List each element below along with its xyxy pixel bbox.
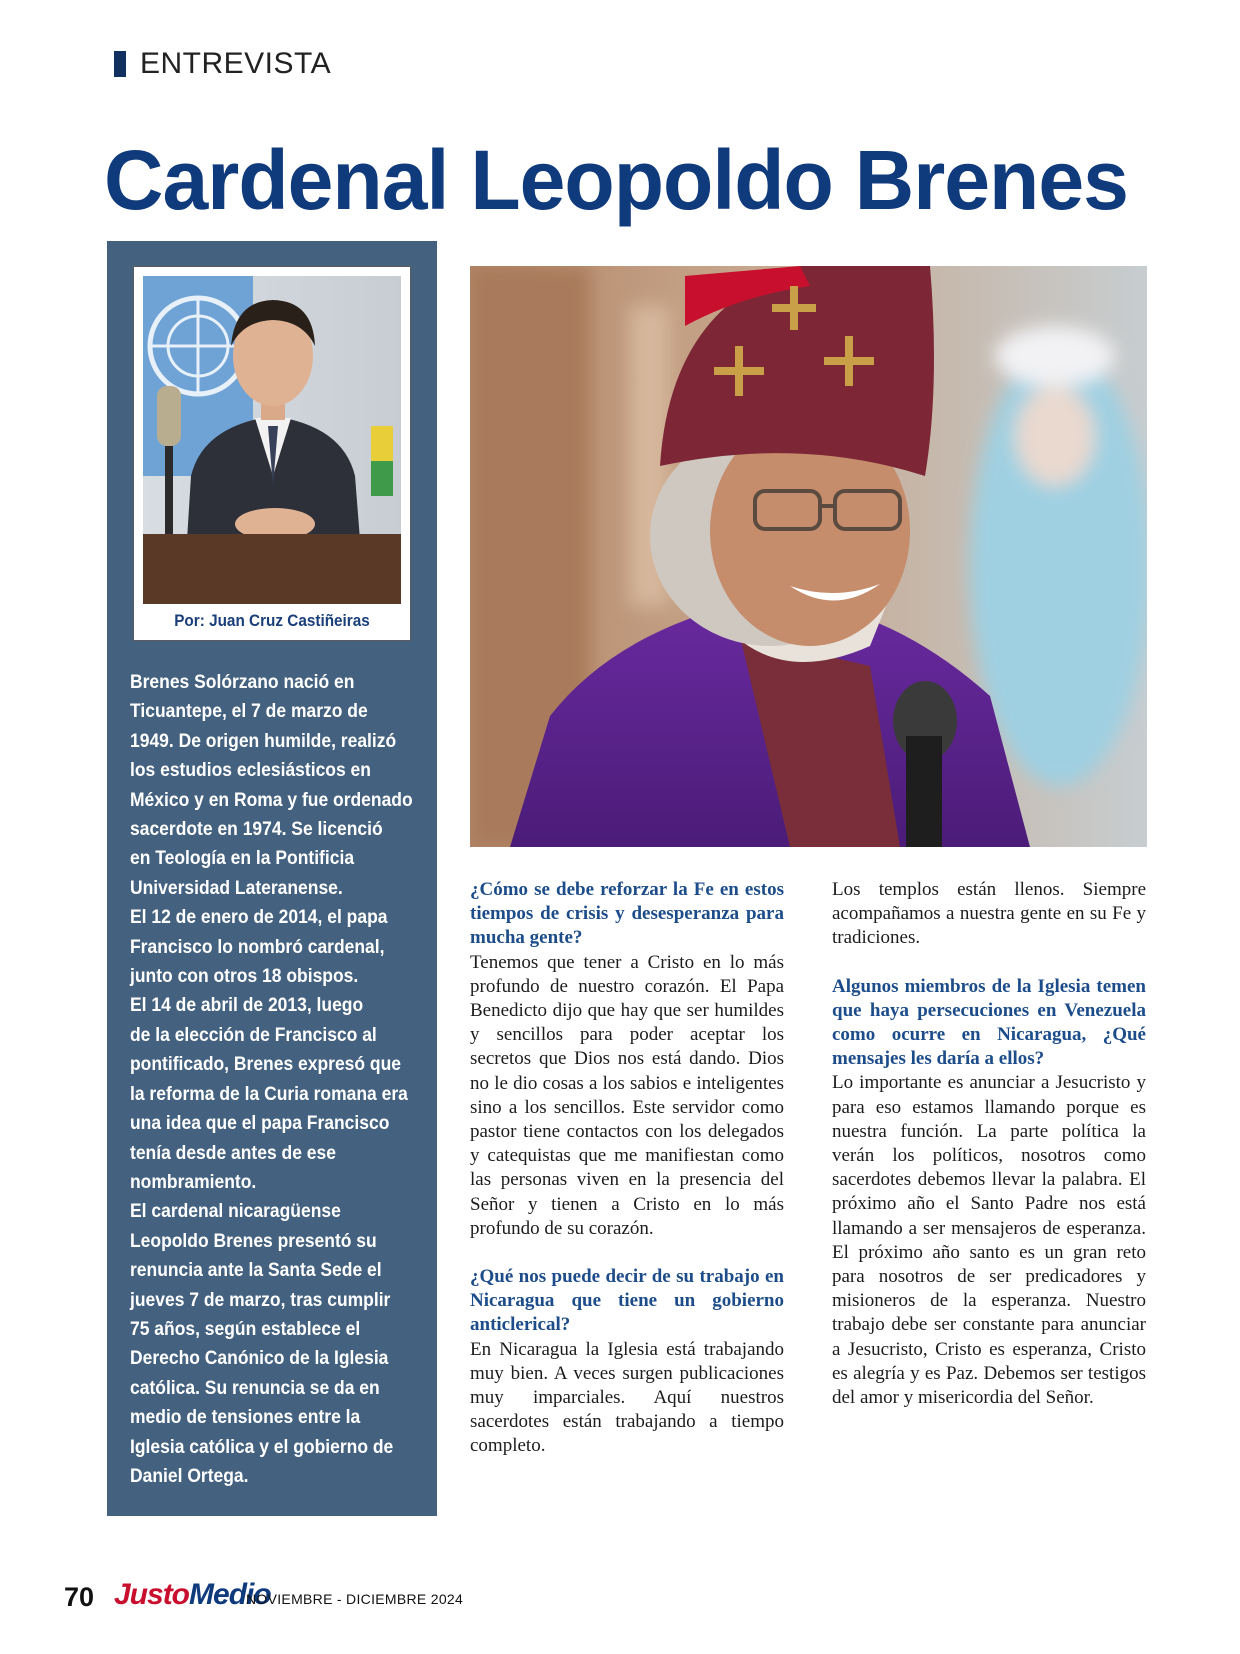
article-column-right bbox=[832, 878, 1146, 1434]
bio-line: Francisco lo nombró cardenal, bbox=[130, 936, 385, 958]
logo-part-medio: Medio bbox=[189, 1578, 271, 1611]
bio-line: Brenes Solórzano nació en bbox=[130, 672, 355, 693]
interview-question: Algunos miembros de la Iglesia temen que haya persecuciones en Venezuela como ocurre en Nicaragua, ¿Qué mensajes les daría a ellos? bbox=[832, 975, 1146, 1070]
bio-line: Ticuantepe, el 7 de marzo de bbox=[130, 701, 368, 723]
cardinal-photo-illustration bbox=[470, 266, 1147, 847]
byline: Por: Juan Cruz Castiñeiras bbox=[174, 611, 370, 630]
bio-line: nombramiento. bbox=[130, 1171, 257, 1193]
bio-text bbox=[130, 668, 430, 1491]
interview-answer: Tenemos que tener a Cristo en lo más profundo de nuestro corazón. El Papa Benedicto dijo que hay que ser humildes y sencillos para poder aceptar los secretos que Dios nos está dando. Dios no le dio cosas a los sabios e inteligentes sino a los sencillos. Este servidor como pastor tiene contactos con los delegados y catequistas que me manifiestan como las personas viven en la presencia del Señor y tienen a Cristo en lo más profundo de su corazón. bbox=[470, 951, 784, 1239]
bio-line: Iglesia católica y el gobierno de bbox=[130, 1436, 394, 1458]
bio-line: Leopoldo Brenes presentó su bbox=[130, 1230, 377, 1252]
bio-line: El cardenal nicaragüense bbox=[130, 1201, 341, 1223]
bio-line: de la elección de Francisco al bbox=[130, 1024, 377, 1046]
interview-question: ¿Qué nos puede decir de su trabajo en Nicaragua que tiene un gobierno anticlerical? bbox=[470, 1266, 784, 1336]
bio-line: 75 años, según establece el bbox=[130, 1318, 361, 1340]
bio-line: Daniel Ortega. bbox=[130, 1465, 249, 1487]
bio-line: renuncia ante la Santa Sede el bbox=[130, 1260, 382, 1282]
bio-line: los estudios eclesiásticos en bbox=[130, 760, 371, 782]
bio-line: la reforma de la Curia romana era bbox=[130, 1083, 408, 1105]
issue-date: NOVIEMBRE - DICIEMBRE 2024 bbox=[246, 1591, 464, 1607]
page-number: 70 bbox=[64, 1582, 95, 1612]
bio-line: tenía desde antes de ese bbox=[130, 1142, 336, 1164]
interview-question: ¿Cómo se debe reforzar la Fe en estos tiempos de crisis y desesperanza para mucha gente? bbox=[470, 879, 784, 949]
bio-line: sacerdote en 1974. Se licenció bbox=[130, 819, 383, 841]
bio-line: una idea que el papa Francisco bbox=[130, 1113, 390, 1135]
answer-continuation: Los templos están llenos. Siempre acompañamos a nuestra gente en su Fe y tradiciones. bbox=[832, 879, 1146, 949]
bio-line: Derecho Canónico de la Iglesia bbox=[130, 1348, 389, 1370]
bio-line: El 12 de enero de 2014, el papa bbox=[130, 907, 388, 929]
interview-answer: Lo importante es anunciar a Jesucristo y para eso estamos llamando porque es nuestra función. La parte política la verán los políticos, nosotros como sacerdotes debemos llevar la palabra. El próximo año el Santo Padre nos está llamando a ser mensajeros de esperanza. El próximo año santo es un gran reto para nosotros de ser predicadores y misioneros de la esperanza. Nuestro trabajo debe ser constante para anunciar a Jesucristo, Cristo es esperanza, Cristo es alegría y es Paz. Debemos ser testigos del amor y misericordia del Señor. bbox=[832, 1072, 1146, 1409]
article-column-left bbox=[470, 878, 784, 1483]
bio-line: junto con otros 18 obispos. bbox=[130, 966, 359, 988]
interview-answer: En Nicaragua la Iglesia está trabajando muy bien. A veces surgen publicaciones muy imparciales. Aquí nuestros sacerdotes están trabajando a tiempo completo. bbox=[470, 1338, 784, 1457]
section-marker bbox=[114, 51, 126, 77]
page-title: Cardenal Leopoldo Brenes bbox=[104, 133, 1128, 227]
bio-line: católica. Su renuncia se da en bbox=[130, 1377, 380, 1399]
bio-line: Universidad Lateranense. bbox=[130, 877, 343, 899]
bio-line: 1949. De origen humilde, realizó bbox=[130, 730, 397, 752]
bio-line: en Teología en la Pontificia bbox=[130, 848, 355, 870]
author-card bbox=[133, 266, 411, 641]
bio-line: El 14 de abril de 2013, luego bbox=[130, 995, 364, 1017]
bio-line: México y en Roma y fue ordenado bbox=[130, 789, 413, 811]
logo-part-justo: Justo bbox=[114, 1578, 190, 1611]
cardinal-photo bbox=[470, 266, 1147, 847]
bio-line: medio de tensiones entre la bbox=[130, 1407, 361, 1429]
bio-line: jueves 7 de marzo, tras cumplir bbox=[130, 1289, 391, 1311]
bio-line: pontificado, Brenes expresó que bbox=[130, 1054, 402, 1076]
section-label: ENTREVISTA bbox=[140, 47, 332, 80]
author-photo-illustration bbox=[143, 276, 401, 604]
author-photo bbox=[143, 276, 401, 604]
